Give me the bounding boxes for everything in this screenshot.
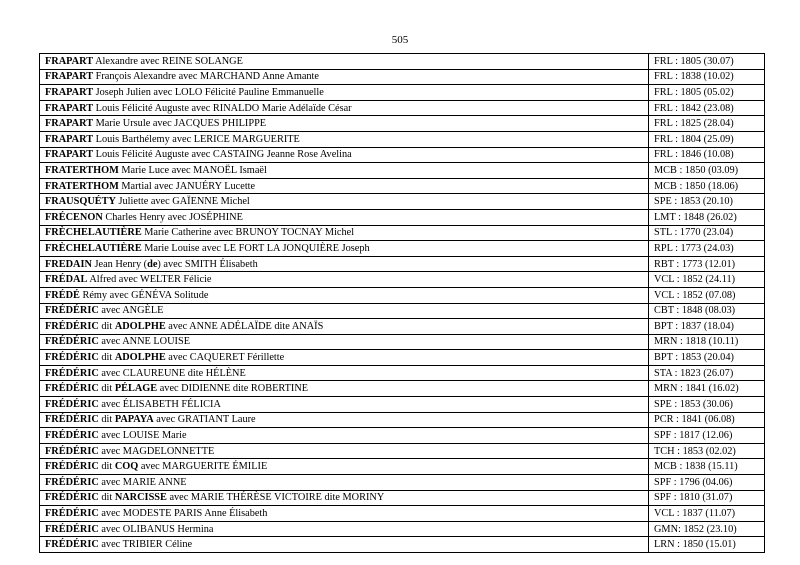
entry-name-bold: FRAPART [45, 102, 94, 114]
marriage-entry [40, 54, 649, 70]
marriage-entry [40, 334, 649, 350]
entry-text: Alexandre avec REINE SOLANGE [93, 55, 243, 67]
register-reference: MCB : 1850 (03.09) [649, 163, 765, 179]
entry-name-bold: FRAUSQUÉTY [45, 196, 116, 208]
register-reference: FRL : 1825 (28.04) [649, 116, 765, 132]
entry-text: Marie Louise avec LE FORT LA JONQUIÈRE Joseph [141, 242, 370, 254]
register-reference: SPF : 1810 (31.07) [649, 490, 765, 506]
entry-text: dit [98, 414, 115, 426]
entry-name-bold: FRÉDÉRIC [45, 398, 99, 410]
register-reference: SPE : 1853 (30.06) [649, 397, 765, 413]
entry-text: François Alexandre avec MARCHAND Anne Amante [93, 71, 319, 83]
entry-text: avec LOUISE Marie [98, 430, 187, 442]
entry-text: dit [98, 461, 115, 473]
table-row [40, 365, 765, 381]
entry-name-bold: FRÉCENON [45, 211, 103, 223]
entry-text: avec MARGUERITE ÉMILIE [138, 461, 268, 473]
marriage-entry [40, 163, 649, 179]
marriage-entry [40, 100, 649, 116]
table-row [40, 381, 765, 397]
entry-text: avec CLAUREUNE dite HÉLÈNE [98, 367, 246, 379]
register-reference: SPF : 1817 (12.06) [649, 428, 765, 444]
entry-text: avec TRIBIER Céline [98, 539, 193, 551]
entry-name-bold: FRÉDÉRIC [45, 430, 99, 442]
marriage-register-table [39, 53, 765, 553]
marriage-entry [40, 256, 649, 272]
entry-name-bold: FRÉDÉRIC [45, 352, 99, 364]
entry-name-bold: FRAPART [45, 55, 94, 67]
register-reference: STL : 1770 (23.04) [649, 225, 765, 241]
register-reference: RPL : 1773 (24.03) [649, 241, 765, 257]
entry-name-bold: FRÉDÉRIC [45, 445, 99, 457]
marriage-entry [40, 475, 649, 491]
marriage-entry [40, 241, 649, 257]
table-row [40, 241, 765, 257]
marriage-entry [40, 131, 649, 147]
entry-text: avec MAGDELONNETTE [98, 445, 215, 457]
register-reference: VCL : 1837 (11.07) [649, 506, 765, 522]
marriage-entry [40, 272, 649, 288]
entry-name-bold: ADOLPHE [114, 352, 166, 364]
marriage-entry [40, 319, 649, 335]
register-reference: FRL : 1805 (30.07) [649, 54, 765, 70]
register-reference: VCL : 1852 (24.11) [649, 272, 765, 288]
entry-text: avec DIDIENNE dite ROBERTINE [157, 383, 309, 395]
entry-name-bold: FRAPART [45, 133, 94, 145]
entry-name-bold: NARCISSE [114, 492, 167, 504]
table-row [40, 287, 765, 303]
entry-name-bold: FRÉDÉRIC [45, 476, 99, 488]
register-reference: LMT : 1848 (26.02) [649, 209, 765, 225]
register-reference: CBT : 1848 (08.03) [649, 303, 765, 319]
entry-name-bold: FREDAIN [45, 258, 92, 270]
entry-text: Jean Henry ( [91, 258, 148, 270]
entry-text: Louis Félicité Auguste avec CASTAING Jeanne Rose Avelina [93, 149, 352, 161]
table-row [40, 334, 765, 350]
table-row [40, 428, 765, 444]
marriage-entry [40, 69, 649, 85]
entry-name-bold: FRÉDÉRIC [45, 336, 99, 348]
table-row [40, 319, 765, 335]
entry-name-bold: FRÈCHELAUTIÈRE [45, 242, 142, 254]
table-row [40, 256, 765, 272]
table-row [40, 506, 765, 522]
marriage-entry [40, 412, 649, 428]
entry-text: Louis Barthélemy avec LERICE MARGUERITE [93, 133, 300, 145]
entry-text: Marie Ursule avec JACQUES PHILIPPE [93, 118, 267, 130]
marriage-entry [40, 397, 649, 413]
table-row [40, 209, 765, 225]
marriage-entry [40, 428, 649, 444]
register-reference: LRN : 1850 (15.01) [649, 537, 765, 553]
entry-name-bold: FRÉDÉRIC [45, 539, 99, 551]
entry-name-bold: FRÉDÉ [45, 289, 80, 301]
register-reference: MCB : 1838 (15.11) [649, 459, 765, 475]
entry-name-bold: FRATERTHOM [45, 164, 119, 176]
table-row [40, 178, 765, 194]
entry-name-bold: FRAPART [45, 86, 94, 98]
register-reference: STA : 1823 (26.07) [649, 365, 765, 381]
register-reference: MCB : 1850 (18.06) [649, 178, 765, 194]
marriage-entry [40, 537, 649, 553]
table-row [40, 85, 765, 101]
entry-name-bold: PÉLAGE [114, 383, 158, 395]
marriage-entry [40, 209, 649, 225]
entry-text: Alfred avec WELTER Félicie [87, 274, 212, 286]
marriage-entry [40, 490, 649, 506]
table-row [40, 490, 765, 506]
entry-text: avec OLIBANUS Hermina [98, 523, 214, 535]
table-row [40, 100, 765, 116]
entry-text: avec GRATIANT Laure [153, 414, 256, 426]
marriage-entry [40, 521, 649, 537]
entry-text: dit [98, 352, 115, 364]
register-reference: GMN: 1852 (23.10) [649, 521, 765, 537]
entry-name-bold: FRAPART [45, 71, 94, 83]
marriage-entry [40, 506, 649, 522]
register-reference: FRL : 1842 (23.08) [649, 100, 765, 116]
entry-text: dit [98, 383, 115, 395]
register-reference: TCH : 1853 (02.02) [649, 443, 765, 459]
entry-text: avec MODESTE PARIS Anne Élisabeth [98, 508, 268, 520]
entry-text: Charles Henry avec JOSÉPHINE [102, 211, 243, 223]
marriage-entry [40, 287, 649, 303]
register-reference: SPE : 1853 (20.10) [649, 194, 765, 210]
table-row [40, 537, 765, 553]
entry-name-bold: FRÉDÉRIC [45, 508, 99, 520]
register-reference: MRN : 1818 (10.11) [649, 334, 765, 350]
entry-name-bold: FRÉDAL [45, 274, 88, 286]
marriage-entry [40, 443, 649, 459]
table-row [40, 475, 765, 491]
register-reference: FRL : 1804 (25.09) [649, 131, 765, 147]
table-row [40, 303, 765, 319]
entry-text: Martial avec JANUÉRY Lucette [118, 180, 256, 192]
register-reference: VCL : 1852 (07.08) [649, 287, 765, 303]
table-row [40, 147, 765, 163]
marriage-entry [40, 350, 649, 366]
entry-name-bold: FRÉDÉRIC [45, 414, 99, 426]
entry-text: Marie Catherine avec BRUNOY TOCNAY Michel [141, 227, 355, 239]
table-row [40, 54, 765, 70]
register-reference: FRL : 1805 (05.02) [649, 85, 765, 101]
table-row [40, 69, 765, 85]
entry-text: Marie Luce avec MANOËL Ismaël [118, 164, 267, 176]
entry-text: Joseph Julien avec LOLO Félicité Pauline Emmanuelle [93, 86, 324, 98]
table-row [40, 350, 765, 366]
marriage-entry [40, 194, 649, 210]
table-row [40, 194, 765, 210]
entry-name-bold: COQ [114, 461, 139, 473]
page-number: 505 [391, 34, 409, 46]
register-reference: FRL : 1838 (10.02) [649, 69, 765, 85]
entry-name-bold: de [147, 258, 158, 270]
entry-text: dit [98, 320, 115, 332]
register-reference: PCR : 1841 (06.08) [649, 412, 765, 428]
entry-name-bold: FRÉDÉRIC [45, 320, 99, 332]
marriage-entry [40, 459, 649, 475]
entry-text: avec ÉLISABETH FÉLICIA [98, 398, 221, 410]
entry-name-bold: PAPAYA [114, 414, 154, 426]
marriage-entry [40, 85, 649, 101]
entry-text: avec MARIE ANNE [98, 476, 187, 488]
marriage-entry [40, 178, 649, 194]
register-reference: FRL : 1846 (10.08) [649, 147, 765, 163]
entry-name-bold: FRÉDÉRIC [45, 367, 99, 379]
marriage-entry [40, 116, 649, 132]
entry-name-bold: FRÉDÉRIC [45, 523, 99, 535]
entry-name-bold: FRÉDÉRIC [45, 461, 99, 473]
entry-text: Rémy avec GÉNÉVA Solitude [79, 289, 209, 301]
register-reference: BPT : 1853 (20.04) [649, 350, 765, 366]
entry-text: avec ANGÈLE [98, 305, 164, 317]
table-row [40, 272, 765, 288]
register-body [40, 54, 765, 553]
register-reference: SPF : 1796 (04.06) [649, 475, 765, 491]
marriage-entry [40, 147, 649, 163]
marriage-entry [40, 225, 649, 241]
register-reference: BPT : 1837 (18.04) [649, 319, 765, 335]
entry-name-bold: FRATERTHOM [45, 180, 119, 192]
entry-text: Louis Félicité Auguste avec RINALDO Marie Adélaïde César [93, 102, 352, 114]
register-reference: RBT : 1773 (12.01) [649, 256, 765, 272]
entry-text: Juliette avec GAÏENNE Michel [115, 196, 250, 208]
table-row [40, 459, 765, 475]
entry-text: dit [98, 492, 115, 504]
entry-name-bold: ADOLPHE [114, 320, 166, 332]
register-reference: MRN : 1841 (16.02) [649, 381, 765, 397]
entry-text: ) avec SMITH Élisabeth [157, 258, 258, 270]
entry-text: avec CAQUERET Férillette [165, 352, 285, 364]
entry-text: avec MARIE THÉRÈSE VICTOIRE dite MORINY [166, 492, 385, 504]
marriage-entry [40, 365, 649, 381]
entry-name-bold: FRÉDÉRIC [45, 305, 99, 317]
table-row [40, 225, 765, 241]
marriage-entry [40, 303, 649, 319]
entry-name-bold: FRAPART [45, 149, 94, 161]
entry-name-bold: FRÉDÉRIC [45, 492, 99, 504]
table-row [40, 443, 765, 459]
entry-text: avec ANNE LOUISE [98, 336, 191, 348]
table-row [40, 521, 765, 537]
table-row [40, 163, 765, 179]
entry-name-bold: FRÉDÉRIC [45, 383, 99, 395]
table-row [40, 116, 765, 132]
entry-name-bold: FRÈCHELAUTIÈRE [45, 227, 142, 239]
entry-text: avec ANNE ADÉLAÏDE dite ANAÏS [165, 320, 324, 332]
entry-name-bold: FRAPART [45, 118, 94, 130]
table-row [40, 412, 765, 428]
table-row [40, 131, 765, 147]
table-row [40, 397, 765, 413]
marriage-entry [40, 381, 649, 397]
